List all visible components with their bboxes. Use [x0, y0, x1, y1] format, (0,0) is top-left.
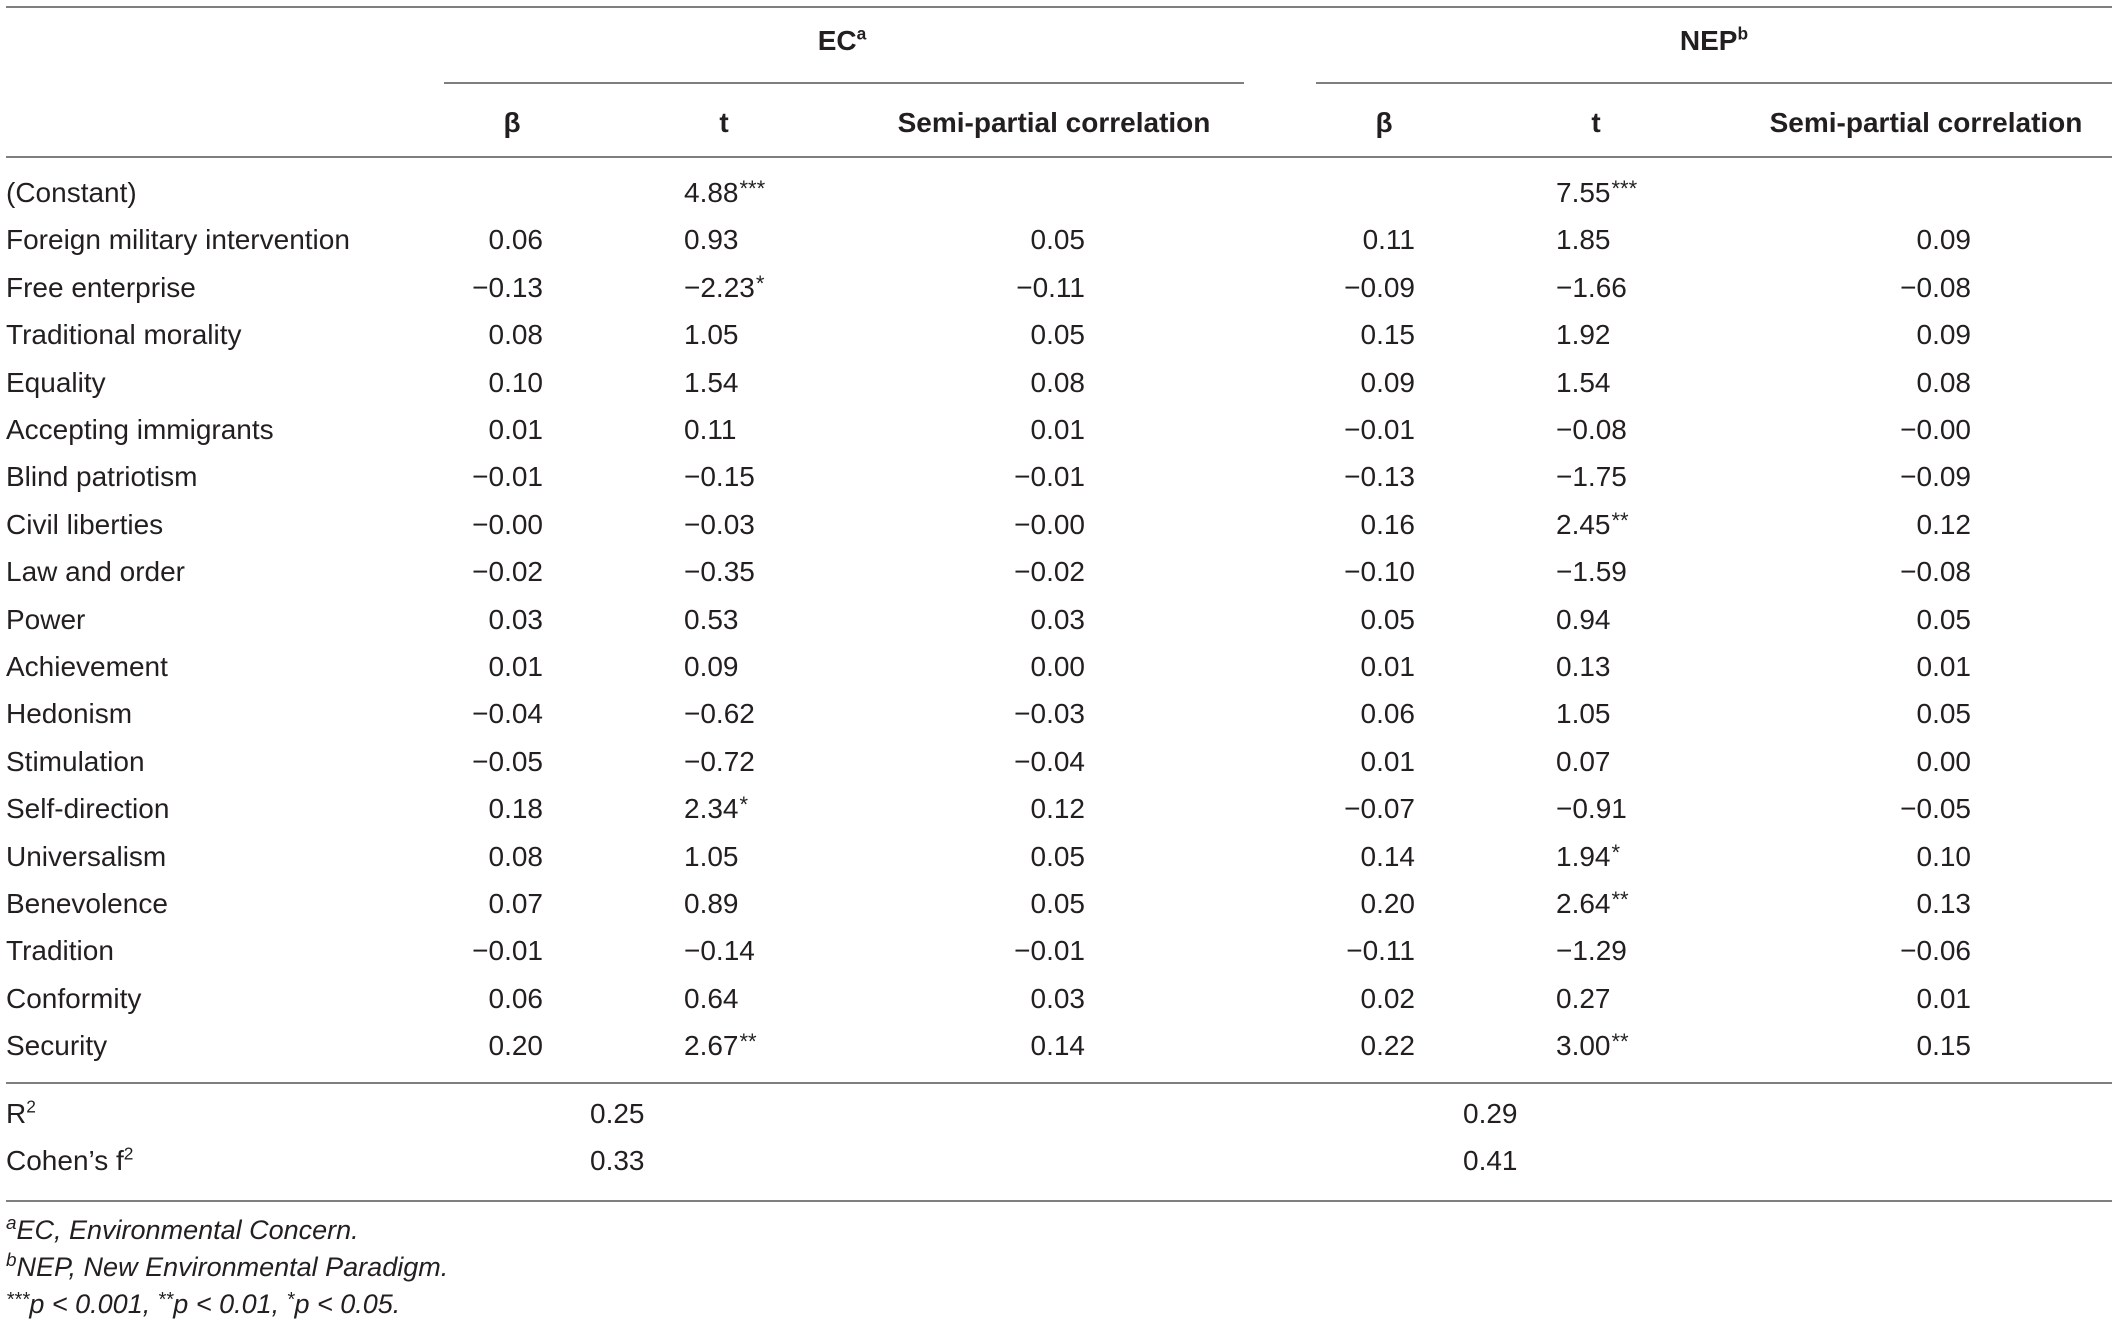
cell-nep-t [1556, 1029, 1629, 1065]
cell-ec-semi: 0.00 [1030, 651, 1085, 682]
cell-ec-t [684, 271, 764, 307]
group-header-ec: $EC^a$ [817, 23, 867, 56]
group-rule-ec [444, 82, 1244, 84]
cell-ec-beta: −0.04 [472, 698, 543, 730]
cell-ec-t [684, 697, 756, 733]
significance-marker: * [755, 270, 765, 296]
cell-nep-semi: 0.09 [1916, 224, 1971, 256]
col-header-ec-beta: β [503, 107, 521, 138]
fit-value-ec: 0.25 [590, 1098, 645, 1129]
cell-nep-semi: 0.12 [1916, 508, 1971, 540]
cell-nep-semi: 0.08 [1916, 366, 1971, 398]
cell-nep-t [1556, 745, 1612, 781]
cell-nep-beta: −0.07 [1344, 793, 1415, 825]
cell-value: 1.05 [684, 840, 739, 872]
cell-value: 2.45 [1556, 508, 1611, 540]
cell-nep-semi: −0.00 [1900, 414, 1971, 445]
col-header-ec-semi: Semi-partial correlation [897, 107, 1211, 138]
cell-ec-semi: −0.00 [1014, 508, 1085, 540]
cell-ec-beta: −0.01 [472, 461, 543, 493]
cell-ec-t [684, 366, 740, 402]
cell-ec-t [684, 887, 740, 923]
cell-nep-t [1556, 603, 1612, 639]
row-label: Free enterprise [6, 271, 196, 303]
cell-value: 2.64 [1556, 888, 1611, 919]
cell-value: 1.05 [1556, 698, 1611, 730]
cell-ec-semi: −0.11 [1016, 271, 1085, 303]
cell-ec-semi: 0.05 [1030, 224, 1085, 256]
cell-ec-semi: 0.01 [1030, 414, 1085, 445]
cell-ec-t [684, 982, 740, 1018]
row-label: Benevolence [6, 888, 168, 919]
cell-value: 1.54 [684, 366, 739, 398]
cell-ec-beta: −0.13 [472, 271, 543, 303]
cell-ec-beta: −0.00 [472, 508, 543, 540]
cell-value: −0.72 [684, 745, 755, 777]
cell-nep-semi: −0.08 [1900, 271, 1971, 303]
cell-value: 1.85 [1556, 224, 1611, 256]
row-label: Blind patriotism [6, 461, 198, 493]
cell-nep-beta: 0.01 [1360, 745, 1415, 777]
cell-ec-t [684, 413, 737, 449]
cell-nep-semi: 0.05 [1916, 603, 1971, 635]
cell-nep-beta: 0.15 [1360, 319, 1415, 351]
cell-ec-beta: 0.01 [488, 651, 543, 682]
cell-value: 0.27 [1556, 982, 1611, 1014]
cell-value: 2.34 [684, 793, 739, 825]
cell-nep-semi: −0.09 [1900, 461, 1971, 493]
cell-nep-beta: 0.16 [1360, 508, 1415, 540]
row-label: Self-direction [6, 793, 170, 825]
cell-nep-t [1556, 176, 1637, 212]
cell-ec-t [684, 223, 740, 259]
cell-ec-beta: −0.05 [472, 745, 543, 777]
row-label: Universalism [6, 840, 167, 872]
cell-nep-semi: 0.01 [1916, 651, 1971, 682]
cell-ec-semi: −0.04 [1014, 745, 1085, 777]
cell-nep-t [1556, 887, 1629, 923]
cell-nep-semi: 0.09 [1916, 319, 1971, 351]
row-label: Stimulation [6, 745, 145, 777]
cell-ec-semi: 0.05 [1030, 888, 1085, 919]
cell-nep-beta: 0.09 [1360, 366, 1415, 398]
cell-value: 1.94 [1556, 840, 1611, 872]
significance-marker: * [1611, 839, 1621, 865]
cell-nep-t [1556, 650, 1612, 686]
cell-ec-t [684, 745, 756, 781]
significance-marker: ** [1611, 1029, 1629, 1055]
cell-nep-t [1556, 508, 1629, 544]
cell-value: 2.67 [684, 1030, 739, 1062]
cell-nep-beta: 0.11 [1362, 224, 1415, 256]
significance-marker: ** [1611, 887, 1629, 912]
cell-nep-beta: 0.22 [1360, 1030, 1415, 1062]
cell-value: 1.54 [1556, 366, 1611, 398]
bottom-rule [6, 1200, 2112, 1202]
significance-marker: ** [1611, 507, 1629, 533]
cell-ec-t [684, 460, 756, 496]
group-header-nep: NEP$^b$ [1679, 23, 1749, 56]
fit-label: $R^2$ [6, 1096, 36, 1129]
row-label: (Constant) [6, 177, 137, 208]
cell-ec-t [684, 1029, 757, 1065]
cell-nep-t [1556, 318, 1612, 354]
cell-ec-semi: −0.03 [1014, 698, 1085, 730]
cell-value: −0.62 [684, 698, 755, 730]
significance-marker: ** [739, 1029, 757, 1055]
cell-nep-beta: 0.14 [1360, 840, 1415, 872]
cell-value: 0.13 [1556, 651, 1611, 682]
cell-ec-beta: 0.03 [488, 603, 543, 635]
cell-ec-beta: 0.06 [488, 982, 543, 1014]
cell-nep-t [1556, 982, 1612, 1018]
cell-value: −0.08 [1556, 414, 1627, 445]
cell-nep-beta: 0.05 [1360, 603, 1415, 635]
fit-value-ec: 0.33 [590, 1145, 645, 1176]
col-header-nep-t: t [1591, 107, 1601, 138]
cell-nep-beta: 0.20 [1360, 888, 1415, 919]
cell-value: 0.11 [684, 414, 737, 445]
cell-ec-t [684, 555, 756, 591]
header-rule [6, 156, 2112, 158]
group-rule-nep [1316, 82, 2112, 84]
cell-value: 1.92 [1556, 319, 1611, 351]
cell-value: 0.64 [684, 982, 739, 1014]
cell-nep-beta: −0.11 [1346, 935, 1415, 967]
cell-ec-semi: −0.01 [1014, 461, 1085, 493]
cell-ec-beta: 0.08 [488, 840, 543, 872]
cell-ec-t [684, 840, 740, 876]
cell-value: 0.09 [684, 651, 739, 682]
cell-nep-beta: 0.06 [1360, 698, 1415, 730]
row-label: Hedonism [6, 698, 133, 730]
footnote-significance: ***p < 0.001, **p < 0.01, *p < 0.05. [6, 1289, 401, 1319]
col-header-nep-beta: β [1375, 107, 1393, 138]
cell-ec-semi: 0.05 [1030, 840, 1085, 872]
fit-value-nep: 0.41 [1463, 1145, 1518, 1176]
significance-marker: *** [739, 176, 766, 201]
cell-value: −0.35 [684, 556, 755, 588]
cell-value: 0.93 [684, 224, 739, 256]
row-label: Civil liberties [6, 508, 164, 540]
cell-value: 7.55 [1556, 177, 1611, 208]
cell-ec-beta: 0.01 [488, 414, 543, 445]
cell-ec-beta: −0.01 [472, 935, 543, 967]
cell-ec-semi: −0.01 [1014, 935, 1085, 967]
cell-nep-beta: 0.02 [1360, 982, 1415, 1014]
cell-nep-semi: 0.10 [1916, 840, 1971, 872]
cell-value: 1.05 [684, 319, 739, 351]
col-header-ec-t: t [719, 107, 729, 138]
cell-value: 0.94 [1556, 603, 1611, 635]
cell-nep-beta: 0.01 [1360, 651, 1415, 682]
fit-rule [6, 1082, 2112, 1084]
cell-nep-t [1556, 223, 1612, 259]
cell-value: −1.66 [1556, 271, 1627, 303]
row-label: Foreign military intervention [6, 224, 350, 256]
cell-ec-beta: 0.20 [488, 1030, 543, 1062]
cell-value: −0.14 [684, 935, 755, 967]
cell-nep-semi: 0.00 [1916, 745, 1971, 777]
cell-nep-semi: 0.01 [1916, 982, 1971, 1014]
footnote-b: $^b$NEP, New Environmental Paradigm. [6, 1250, 449, 1282]
cell-nep-semi: 0.13 [1916, 888, 1971, 919]
cell-ec-beta: 0.06 [488, 224, 543, 256]
cell-nep-t [1556, 934, 1628, 970]
cell-nep-semi: −0.05 [1900, 793, 1971, 825]
cell-ec-beta: 0.08 [488, 319, 543, 351]
cell-nep-t [1556, 697, 1612, 733]
cell-ec-semi: 0.08 [1030, 366, 1085, 398]
cell-nep-beta: −0.09 [1344, 271, 1415, 303]
cell-value: 4.88 [684, 177, 739, 208]
cell-ec-semi: 0.05 [1030, 319, 1085, 351]
cell-value: 0.89 [684, 888, 739, 919]
cell-nep-t [1556, 840, 1620, 876]
row-label: Equality [6, 366, 106, 398]
cell-ec-t [684, 650, 740, 686]
cell-value: 0.53 [684, 603, 739, 635]
row-label: Power [6, 603, 86, 635]
cell-nep-semi: −0.06 [1900, 935, 1971, 967]
cell-value: 0.07 [1556, 745, 1611, 777]
fit-value-nep: 0.29 [1463, 1098, 1518, 1129]
row-label: Accepting immigrants [6, 414, 274, 445]
cell-ec-t [684, 318, 740, 354]
cell-value: −1.75 [1556, 461, 1627, 493]
cell-ec-semi: −0.02 [1014, 556, 1085, 588]
significance-marker: *** [1611, 176, 1638, 201]
cell-nep-semi: 0.15 [1916, 1030, 1971, 1062]
cell-nep-t [1556, 366, 1612, 402]
row-label: Traditional morality [6, 319, 242, 351]
cell-ec-t [684, 508, 756, 544]
cell-nep-semi: −0.08 [1900, 556, 1971, 588]
top-rule [6, 6, 2112, 8]
cell-nep-beta: −0.10 [1344, 556, 1415, 588]
cell-value: −0.15 [684, 461, 755, 493]
cell-ec-semi: 0.14 [1030, 1030, 1085, 1062]
cell-nep-t [1556, 413, 1628, 449]
cell-ec-beta: 0.07 [488, 888, 543, 919]
cell-ec-semi: 0.03 [1030, 982, 1085, 1014]
cell-value: −1.29 [1556, 935, 1627, 967]
fit-label: Cohen’s $f^2$ [6, 1143, 134, 1176]
cell-value: −0.91 [1556, 793, 1627, 825]
cell-value: −2.23 [684, 271, 755, 303]
cell-ec-t [684, 792, 748, 828]
cell-ec-beta: 0.10 [488, 366, 543, 398]
cell-ec-semi: 0.12 [1030, 793, 1085, 825]
cell-ec-semi: 0.03 [1030, 603, 1085, 635]
cell-value: −0.03 [684, 508, 755, 540]
cell-nep-t [1556, 271, 1628, 307]
cell-ec-t [684, 934, 756, 970]
cell-nep-t [1556, 555, 1628, 591]
cell-nep-semi: 0.05 [1916, 698, 1971, 730]
row-label: Security [6, 1030, 108, 1062]
cell-nep-t [1556, 792, 1628, 828]
cell-value: −1.59 [1556, 556, 1627, 588]
row-label: Achievement [6, 651, 168, 682]
cell-nep-t [1556, 460, 1628, 496]
cell-ec-t [684, 603, 740, 639]
cell-nep-beta: −0.01 [1344, 414, 1415, 445]
significance-marker: * [739, 792, 749, 818]
cell-ec-beta: 0.18 [488, 793, 543, 825]
cell-ec-t [684, 176, 765, 212]
col-header-nep-semi: Semi-partial correlation [1769, 107, 2083, 138]
row-label: Conformity [6, 982, 142, 1014]
row-label: Tradition [6, 935, 114, 967]
row-label: Law and order [6, 556, 186, 588]
cell-ec-beta: −0.02 [472, 556, 543, 588]
footnote-a: $^a$EC, Environmental Concern. [6, 1213, 359, 1245]
cell-nep-beta: −0.13 [1344, 461, 1415, 493]
cell-value: 3.00 [1556, 1030, 1611, 1062]
